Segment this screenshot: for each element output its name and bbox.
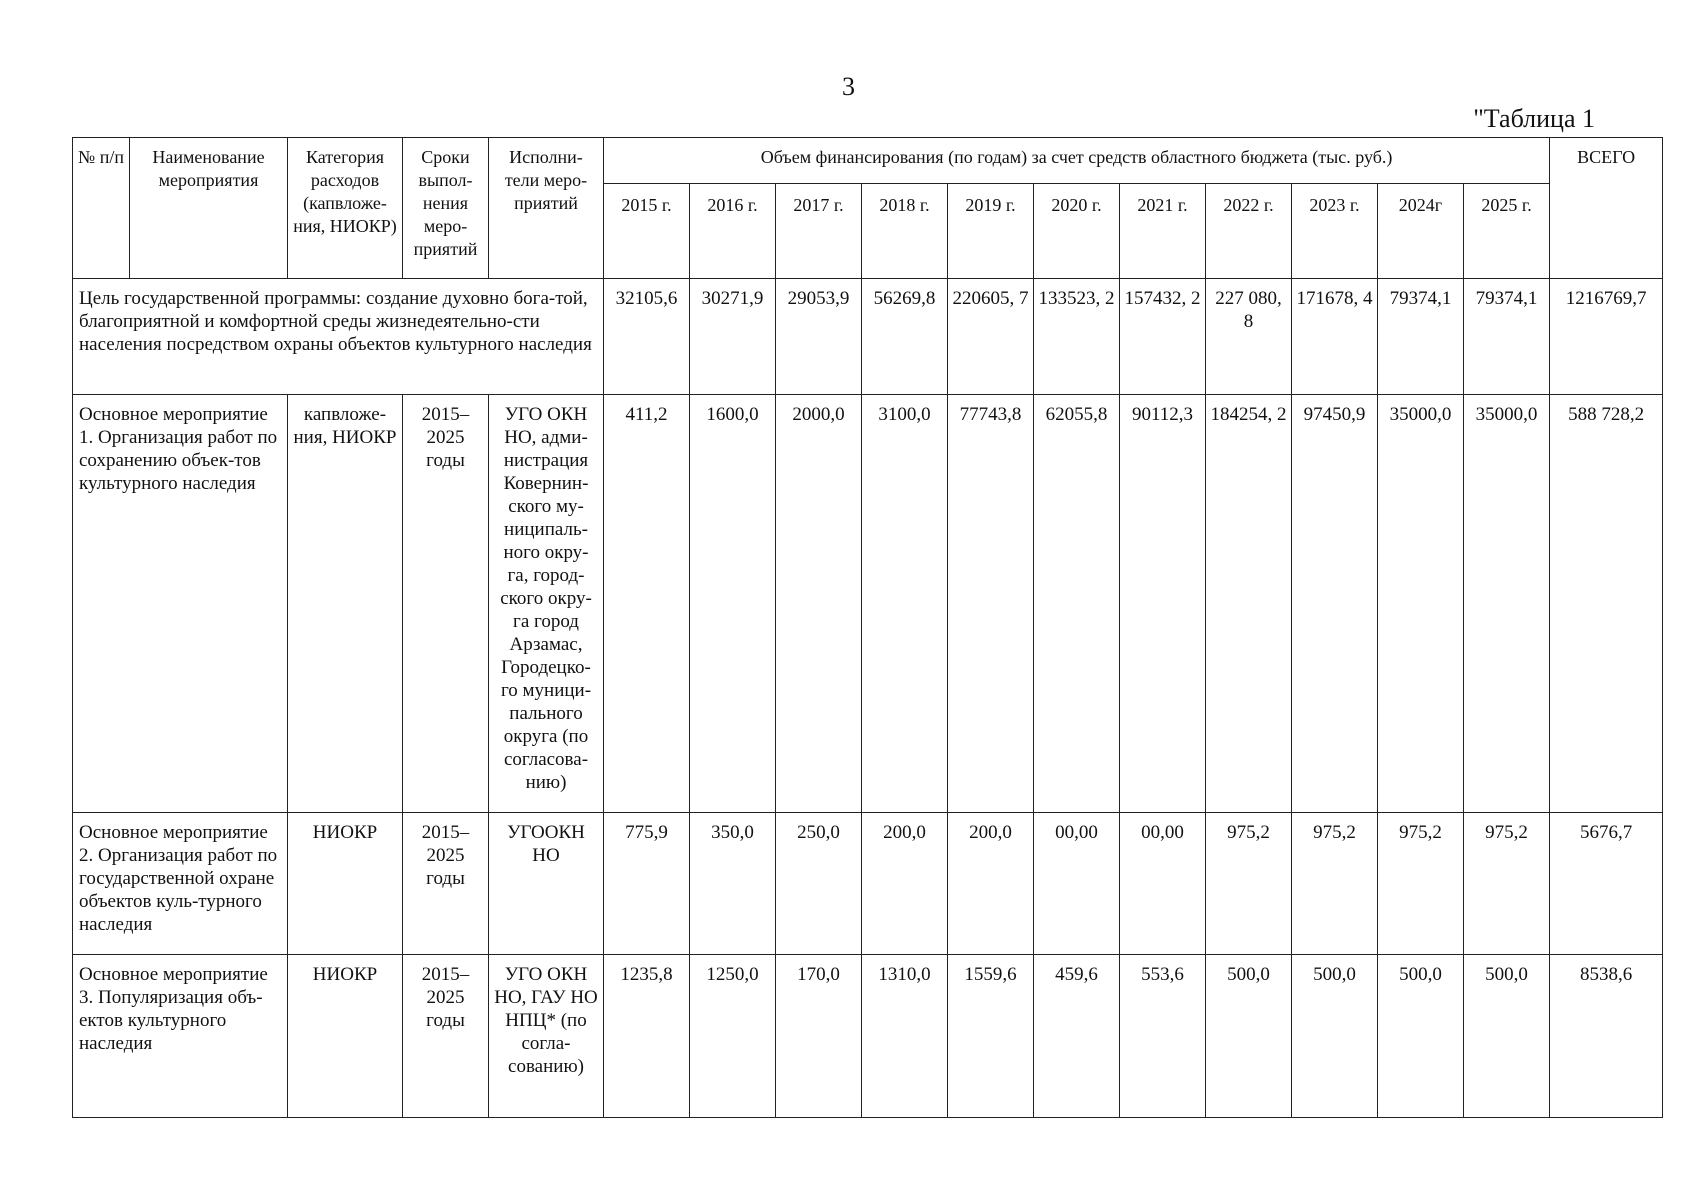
measure-2-value: 975,2 [1206, 813, 1292, 955]
goal-value: 133523, 2 [1034, 279, 1120, 395]
measure-1-value: 184254, 2 [1206, 395, 1292, 813]
goal-value: 171678, 4 [1292, 279, 1378, 395]
measure-1-value: 3100,0 [862, 395, 948, 813]
measure-1-value: 411,2 [604, 395, 690, 813]
table-row-goal [73, 279, 1663, 395]
measure-3-value: 459,6 [1034, 955, 1120, 1118]
header-year: 2024г [1378, 184, 1464, 279]
table-row-measure-3 [73, 955, 1663, 1118]
measure-3-value: 1559,6 [948, 955, 1034, 1118]
header-total: ВСЕГО [1550, 138, 1663, 279]
measure-3-value: 1250,0 [690, 955, 776, 1118]
header-row [73, 138, 1663, 184]
measure-1-value: 1600,0 [690, 395, 776, 813]
table-caption: "Таблица 1 [1473, 104, 1595, 133]
header-year: 2015 г. [604, 184, 690, 279]
table-row-measure-2 [73, 813, 1663, 955]
header-name: Наименование мероприятия [130, 138, 288, 279]
financing-table [72, 137, 1663, 1118]
measure-2-value: 00,00 [1034, 813, 1120, 955]
goal-value: 56269,8 [862, 279, 948, 395]
measure-1-value: 35000,0 [1464, 395, 1550, 813]
measure-3-value: 1310,0 [862, 955, 948, 1118]
measure-1-value: 35000,0 [1378, 395, 1464, 813]
goal-name: Цель государственной программы: создание духовно бога-той, благоприятной и комфортной среды жизнедеятельно-сти населения посредством охраны объектов культурного наследия [73, 279, 604, 395]
page-number: 3 [842, 72, 855, 101]
goal-value: 79374,1 [1464, 279, 1550, 395]
measure-2-value: 975,2 [1378, 813, 1464, 955]
table-row-measure-1 [73, 395, 1663, 813]
goal-value: 157432, 2 [1120, 279, 1206, 395]
measure-3-value: 500,0 [1206, 955, 1292, 1118]
goal-value: 32105,6 [604, 279, 690, 395]
header-year: 2021 г. [1120, 184, 1206, 279]
measure-3-value: 500,0 [1292, 955, 1378, 1118]
header-num: № п/п [73, 138, 130, 279]
measure-1-name: Основное мероприятие 1. Организация работ по сохранению объек-тов культурного наследия [73, 395, 288, 813]
measure-1-total: 588 728,2 [1550, 395, 1663, 813]
measure-2-value: 975,2 [1464, 813, 1550, 955]
measure-2-total: 5676,7 [1550, 813, 1663, 955]
header-year: 2016 г. [690, 184, 776, 279]
measure-1-value: 90112,3 [1120, 395, 1206, 813]
header-year: 2017 г. [776, 184, 862, 279]
measure-1-value: 2000,0 [776, 395, 862, 813]
header-category: Категория расходов (капвложе-ния, НИОКР) [288, 138, 403, 279]
measure-2-value: 200,0 [862, 813, 948, 955]
measure-3-value: 1235,8 [604, 955, 690, 1118]
measure-2-value: 775,9 [604, 813, 690, 955]
measure-2-value: 350,0 [690, 813, 776, 955]
measure-1-value: 62055,8 [1034, 395, 1120, 813]
measure-2-value: 00,00 [1120, 813, 1206, 955]
measure-1-category: капвложе-ния, НИОКР [288, 395, 403, 813]
measure-1-value: 97450,9 [1292, 395, 1378, 813]
goal-total: 1216769,7 [1550, 279, 1663, 395]
measure-2-value: 200,0 [948, 813, 1034, 955]
measure-3-value: 500,0 [1378, 955, 1464, 1118]
measure-3-category: НИОКР [288, 955, 403, 1118]
measure-2-category: НИОКР [288, 813, 403, 955]
goal-value: 227 080, 8 [1206, 279, 1292, 395]
header-year: 2019 г. [948, 184, 1034, 279]
measure-2-value: 250,0 [776, 813, 862, 955]
header-year: 2018 г. [862, 184, 948, 279]
header-year: 2022 г. [1206, 184, 1292, 279]
measure-3-name: Основное мероприятие 3. Популяризация объ-ектов культурного наследия [73, 955, 288, 1118]
measure-1-value: 77743,8 [948, 395, 1034, 813]
measure-3-terms: 2015– 2025 годы [403, 955, 489, 1118]
measure-2-name: Основное мероприятие 2. Организация работ по государственной охране объектов куль-турного наследия [73, 813, 288, 955]
measure-3-executors: УГО ОКН НО, ГАУ НО НПЦ* (по согла-сованию) [489, 955, 604, 1118]
measure-1-executors: УГО ОКН НО, адми-нистрация Ковернин-ского му-ниципаль-ного окру-га, город-ского окру-га город Арзамас, Городецко-го муници-пального округа (по согласова-нию) [489, 395, 604, 813]
measure-1-terms: 2015– 2025 годы [403, 395, 489, 813]
measure-3-value: 553,6 [1120, 955, 1206, 1118]
header-year: 2020 г. [1034, 184, 1120, 279]
measure-2-value: 975,2 [1292, 813, 1378, 955]
goal-value: 30271,9 [690, 279, 776, 395]
header-executors: Исполни-тели меро-приятий [489, 138, 604, 279]
measure-3-total: 8538,6 [1550, 955, 1663, 1118]
measure-3-value: 500,0 [1464, 955, 1550, 1118]
measure-2-executors: УГООКН НО [489, 813, 604, 955]
header-year: 2023 г. [1292, 184, 1378, 279]
measure-3-value: 170,0 [776, 955, 862, 1118]
goal-value: 220605, 7 [948, 279, 1034, 395]
header-terms: Сроки выпол-нения меро-приятий [403, 138, 489, 279]
goal-value: 79374,1 [1378, 279, 1464, 395]
header-funding: Объем финансирования (по годам) за счет средств областного бюджета (тыс. руб.) [604, 138, 1550, 184]
measure-2-terms: 2015– 2025 годы [403, 813, 489, 955]
header-year: 2025 г. [1464, 184, 1550, 279]
goal-value: 29053,9 [776, 279, 862, 395]
